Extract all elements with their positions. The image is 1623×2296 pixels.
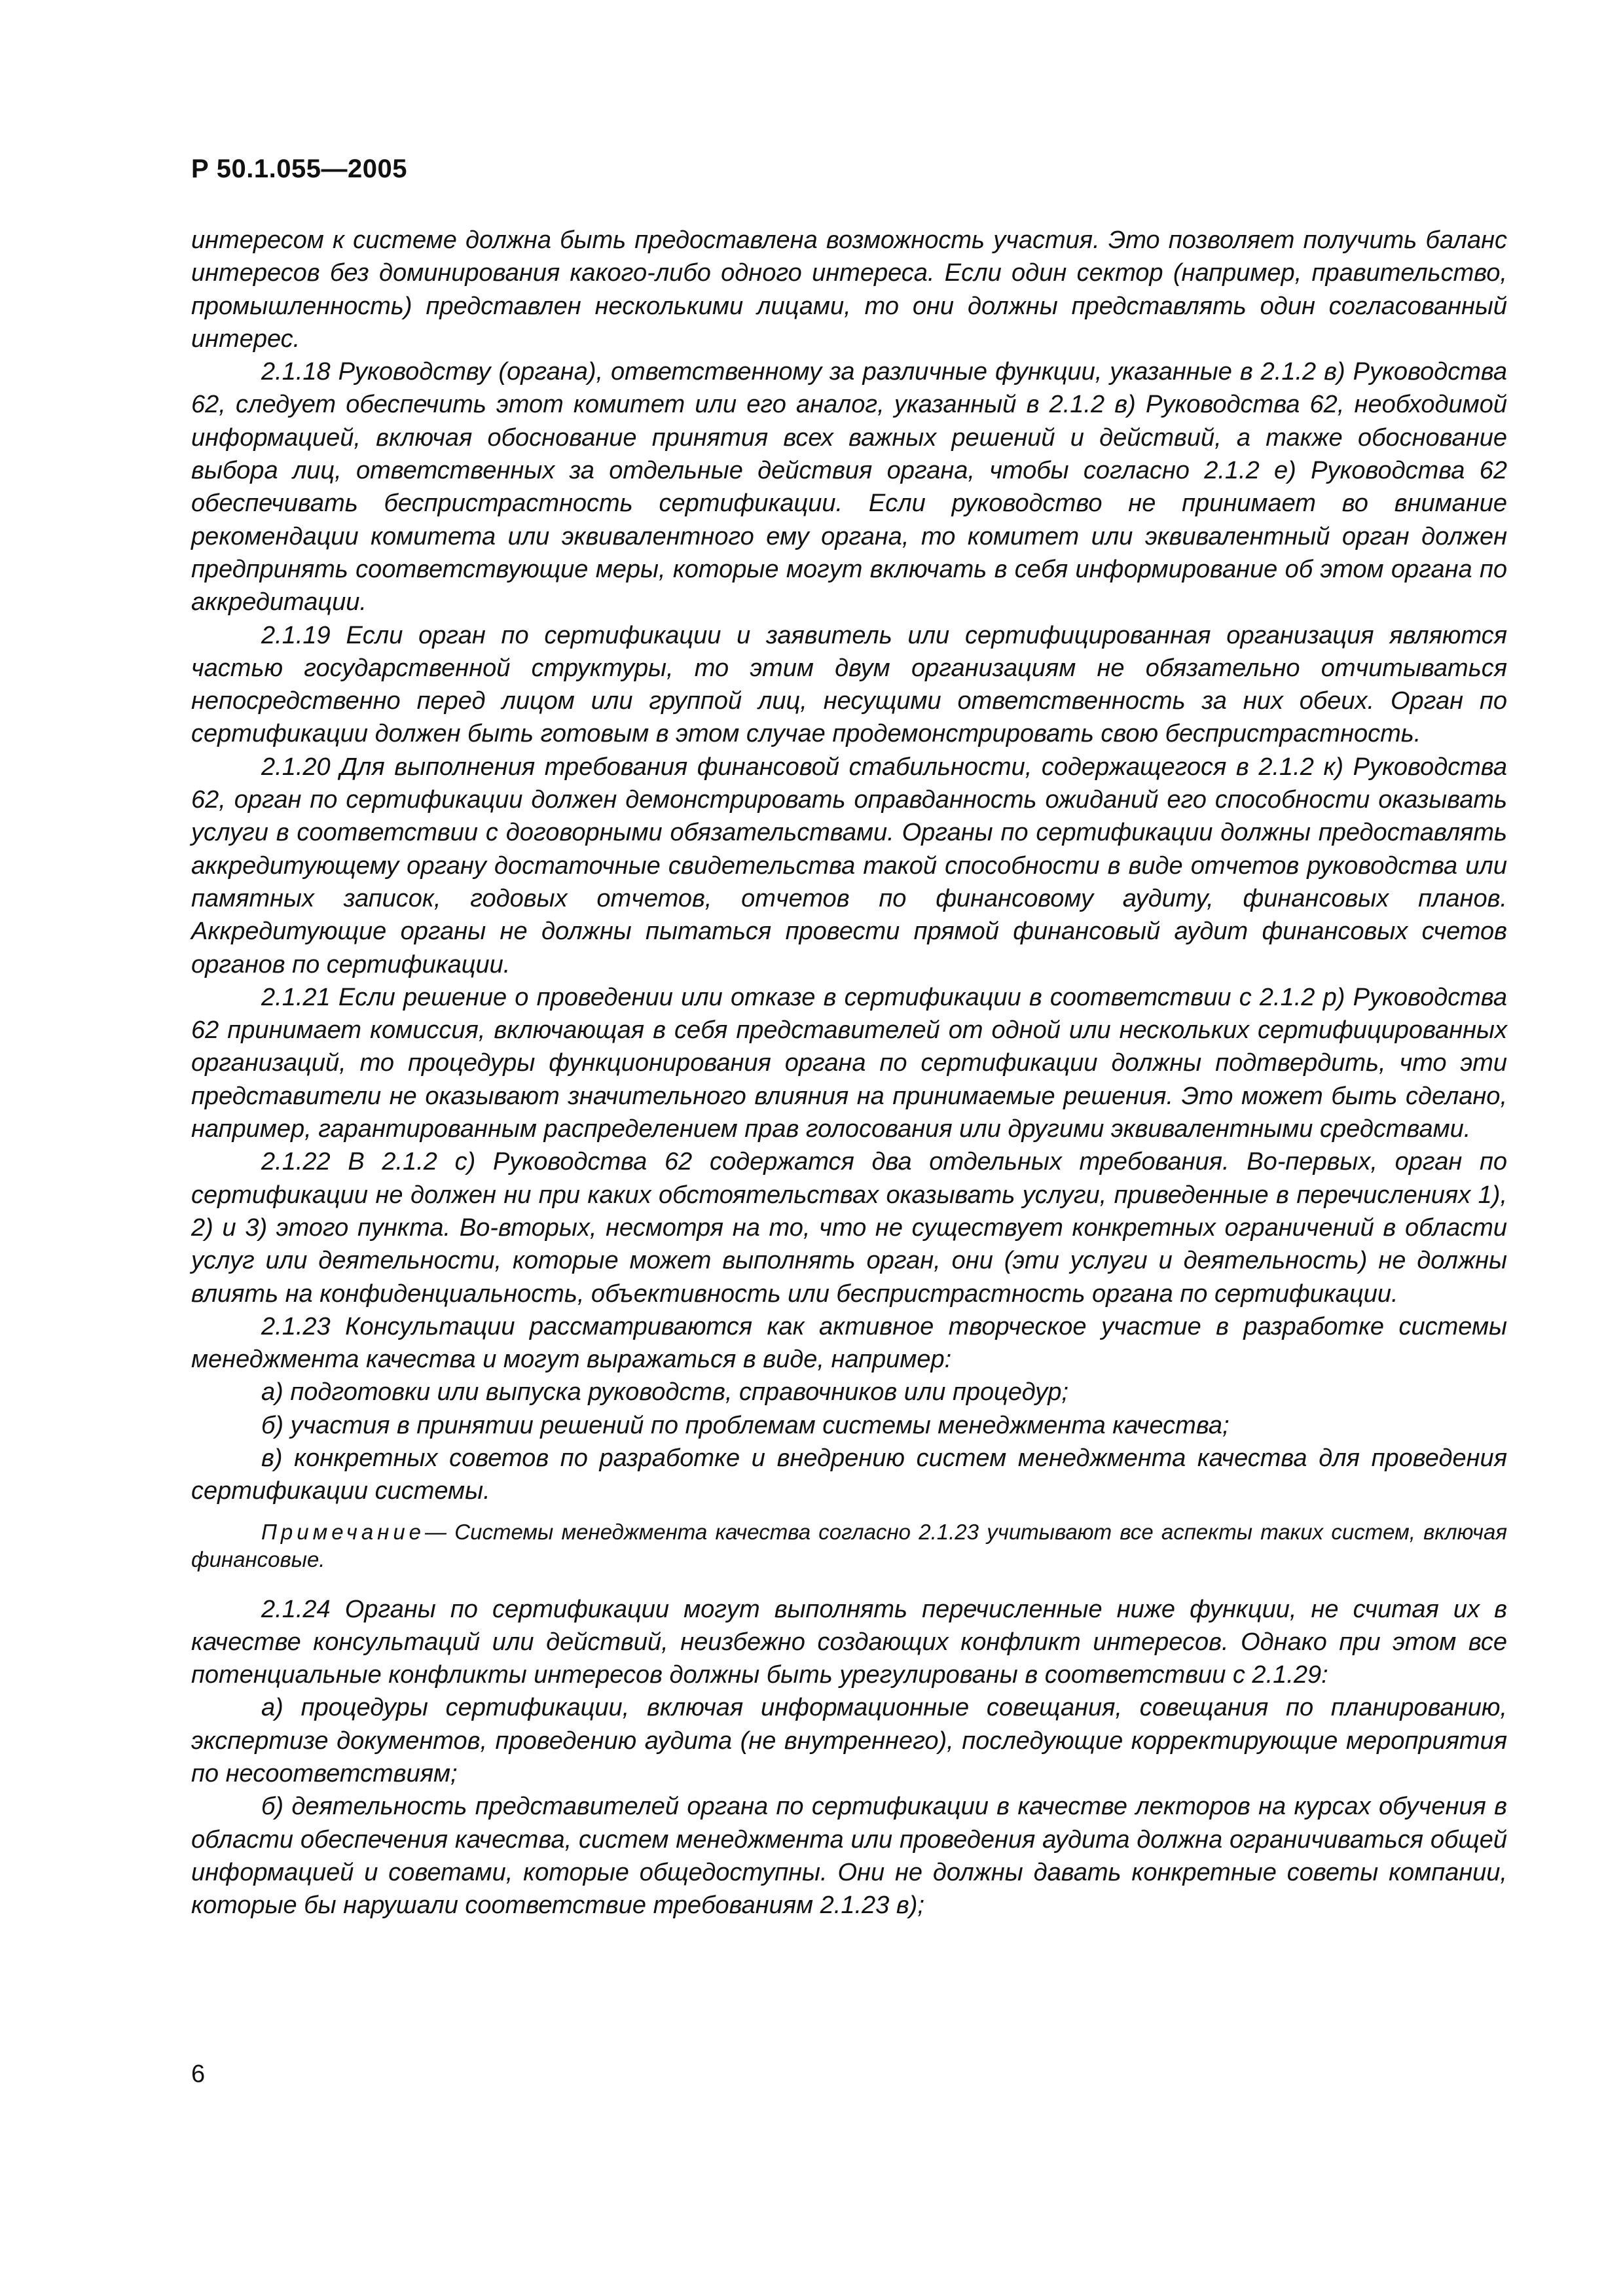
clause-2-1-20: 2.1.20 Для выполнения требования финансовой стабильности, содержащегося в 2.1.2 к) Руководства 62, орган по сертификации должен демонстрировать оправданность ожиданий его способности оказывать услуги в соответствии с договорными обязательствами. Органы по сертификации должны предоставлять аккредитующему органу достаточные свидетельства такой способности в виде отчетов руководства или памятных записок, годовых отчетов, отчетов по финансовому аудиту, финансовых планов. Аккредитующие органы не должны пытаться провести прямой финансовый аудит финансовых счетов органов по сертификации. [191, 753, 1507, 978]
note-label: Примечание [261, 1519, 426, 1544]
list-item-2-1-24-b: б) деятельность представителей органа по сертификации в качестве лекторов на курсах обучения в области обеспечения качества, систем менеджмента или проведения аудита должна ограничиваться общей информацией и советами, которые общедоступны. Они не должны давать конкретные советы компании, которые бы нарушали соответствие требованиям 2.1.23 в); [191, 1793, 1507, 1920]
list-item-2-1-23-a: а) подготовки или выпуска руководств, справочников или процедур; [261, 1378, 1068, 1407]
list-item-2-1-23-b: б) участия в принятии решений по проблемам системы менеджмента качества; [261, 1411, 1230, 1439]
clause-2-1-21: 2.1.21 Если решение о проведении или отказе в сертификации в соответствии с 2.1.2 р) Руководства 62 принимает комиссия, включающая в себя представителей от одной или нескольких сертифицированных организаций, то процедуры функционирования органа по сертификации должны подтвердить, что эти представители не оказывают значительного влияния на принимаемые решения. Это может быть сделано, например, гарантированным распределением прав голосования или другими эквивалентными средствами. [191, 983, 1507, 1143]
clause-2-1-22: 2.1.22 В 2.1.2 с) Руководства 62 содержатся два отдельных требования. Во-первых, орган по сертификации не должен ни при каких обстоятельствах оказывать услуги, приведенные в перечислениях 1), 2) и 3) этого пункта. Во-вторых, несмотря на то, что не существует конкретных ограничений в области услуг или деятельности, которые может выполнять орган, они (эти услуги и деятельность) не должны влиять на конфиденциальность, объективность или беспристрастность органа по сертификации. [191, 1148, 1507, 1308]
clause-2-1-18: 2.1.18 Руководству (органа), ответственному за различные функции, указанные в 2.1.2 в) Руководства 62, следует обеспечить этот комитет или его аналог, указанный в 2.1.2 в) Руководства 62, необходимой информацией, включая обоснование принятия всех важных решений и действий, а также обоснование выбора лиц, ответственных за отдельные действия органа, чтобы согласно 2.1.2 е) Руководства 62 обеспечивать беспристрастность сертификации. Если руководство не принимает во внимание рекомендации комитета или эквивалентного ему органа, то комитет или эквивалентный орган должен предпринять соответствующие меры, которые могут включать в себя информирование об этом органа по аккредитации. [191, 358, 1507, 617]
note-text: — Системы менеджмента качества согласно 2.1.23 учитывают все аспекты таких систем, включая финансовые. [191, 1519, 1507, 1571]
clause-2-1-19: 2.1.19 Если орган по сертификации и заявитель или сертифицированная организация являются частью государственной структуры, то этим двум организациям не обязательно отчитываться непосредственно перед лицом или группой лиц, несущими ответственность за них обеих. Орган по сертификации должен быть готовым в этом случае продемонстрировать свою беспристрастность. [191, 621, 1507, 748]
note [191, 1518, 1507, 1573]
document-body [191, 224, 1507, 1922]
list-item-2-1-23-v: в) конкретных советов по разработке и внедрению систем менеджмента качества для проведения сертификации системы. [191, 1444, 1507, 1505]
document-code: Р 50.1.055—2005 [191, 154, 407, 183]
page-number: 6 [191, 2060, 206, 2088]
list-item-2-1-24-a: а) процедуры сертификации, включая информационные совещания, совещания по планированию, экспертизе документов, проведению аудита (не внутреннего), последующие корректирующие мероприятия по несоответствиям; [191, 1694, 1507, 1788]
clause-2-1-24: 2.1.24 Органы по сертификации могут выполнять перечисленные ниже функции, не считая их в качестве консультаций или действий, неизбежно создающих конфликт интересов. Однако при этом все потенциальные конфликты интересов должны быть урегулированы в соответствии с 2.1.29: [191, 1595, 1507, 1689]
paragraph-continuation: интересом к системе должна быть предоставлена возможность участия. Это позволяет получить баланс интересов без доминирования какого-либо одного интереса. Если один сектор (например, правительство, промышленность) представлен несколькими лицами, то они должны представлять один согласованный интерес. [191, 226, 1507, 353]
clause-2-1-23: 2.1.23 Консультации рассматриваются как активное творческое участие в разработке системы менеджмента качества и могут выражаться в виде, например: [191, 1312, 1507, 1374]
